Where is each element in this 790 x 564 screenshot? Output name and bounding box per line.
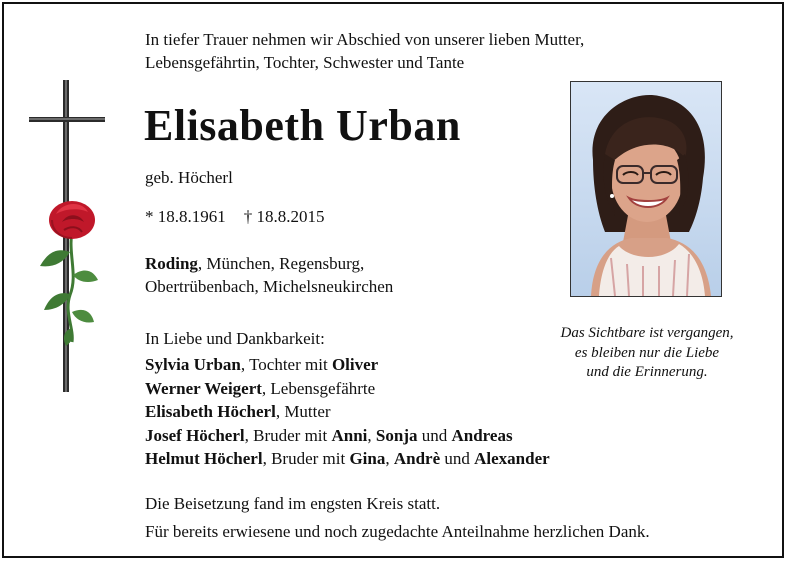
place-main: Roding bbox=[145, 254, 198, 273]
mourner-name: Andreas bbox=[451, 425, 513, 445]
mourner-relation: , Mutter bbox=[275, 402, 331, 421]
mourner-name: Helmut Höcherl bbox=[145, 449, 263, 468]
quote-line-1: Das Sichtbare ist vergangen, bbox=[560, 325, 734, 341]
obituary-card bbox=[2, 2, 784, 558]
quote-line-2: es bleiben nur die Liebe bbox=[574, 344, 720, 361]
intro-line-1: In tiefer Trauer nehmen wir Abschied von unserer lieben Mutter, bbox=[145, 30, 585, 49]
mourners-list bbox=[145, 353, 550, 471]
death-date: † 18.8.2015 bbox=[243, 207, 325, 226]
birth-name: geb. Höcherl bbox=[145, 168, 233, 187]
mourner-relation: , bbox=[385, 449, 394, 468]
mourner-relation: und bbox=[417, 425, 452, 445]
portrait-image bbox=[571, 82, 721, 296]
mourner-row bbox=[145, 424, 550, 448]
mourner-name: Sylvia Urban bbox=[145, 355, 241, 374]
mourner-name: Andrè bbox=[393, 449, 441, 468]
love-line: In Liebe und Dankbarkeit: bbox=[145, 329, 325, 348]
portrait-photo bbox=[570, 81, 722, 297]
mourner-relation: , Tochter mit bbox=[240, 355, 332, 374]
mourner-name: Alexander bbox=[474, 449, 550, 468]
closing-line-2: Für bereits erwiesene und noch zugedachte Anteilnahme herzlichen Dank. bbox=[145, 522, 650, 541]
mourner-relation: , bbox=[367, 425, 376, 445]
quote-line-3: und die Erinnerung. bbox=[586, 364, 708, 380]
life-dates bbox=[145, 207, 325, 227]
mourner-name: Werner Weigert bbox=[145, 378, 262, 398]
mourner-name: Oliver bbox=[331, 355, 379, 374]
intro-line-2: Lebensgefährtin, Tochter, Schwester und Tante bbox=[145, 53, 465, 72]
memorial-quote bbox=[532, 324, 762, 383]
mourner-name: Sonja bbox=[375, 425, 418, 445]
mourner-relation: , Lebensgefährte bbox=[261, 378, 376, 398]
mourner-row bbox=[145, 377, 550, 401]
mourner-name: Anni bbox=[331, 425, 368, 445]
mourner-name: Josef Höcherl bbox=[145, 425, 245, 445]
mourner-row bbox=[145, 400, 550, 424]
mourner-row bbox=[145, 353, 550, 377]
cross-rose-graphic bbox=[26, 80, 110, 394]
birth-date: * 18.8.1961 bbox=[145, 207, 226, 226]
places bbox=[145, 252, 393, 298]
cross-with-rose-icon bbox=[26, 80, 110, 394]
closing-text bbox=[145, 490, 650, 546]
closing-line-1: Die Beisetzung fand im engsten Kreis statt. bbox=[145, 494, 441, 513]
places-rest: , München, Regensburg, bbox=[197, 254, 365, 273]
mourner-relation: , Bruder mit bbox=[244, 425, 332, 445]
intro-text bbox=[145, 28, 584, 74]
deceased-name: Elisabeth Urban bbox=[144, 101, 461, 150]
mourner-relation: , Bruder mit bbox=[262, 449, 350, 468]
mourner-relation: und bbox=[440, 449, 475, 468]
mourner-row bbox=[145, 447, 550, 471]
places-line-2: Obertrübenbach, Michelsneukirchen bbox=[145, 277, 394, 296]
mourner-name: Gina bbox=[349, 449, 386, 468]
mourner-name: Elisabeth Höcherl bbox=[145, 402, 276, 421]
